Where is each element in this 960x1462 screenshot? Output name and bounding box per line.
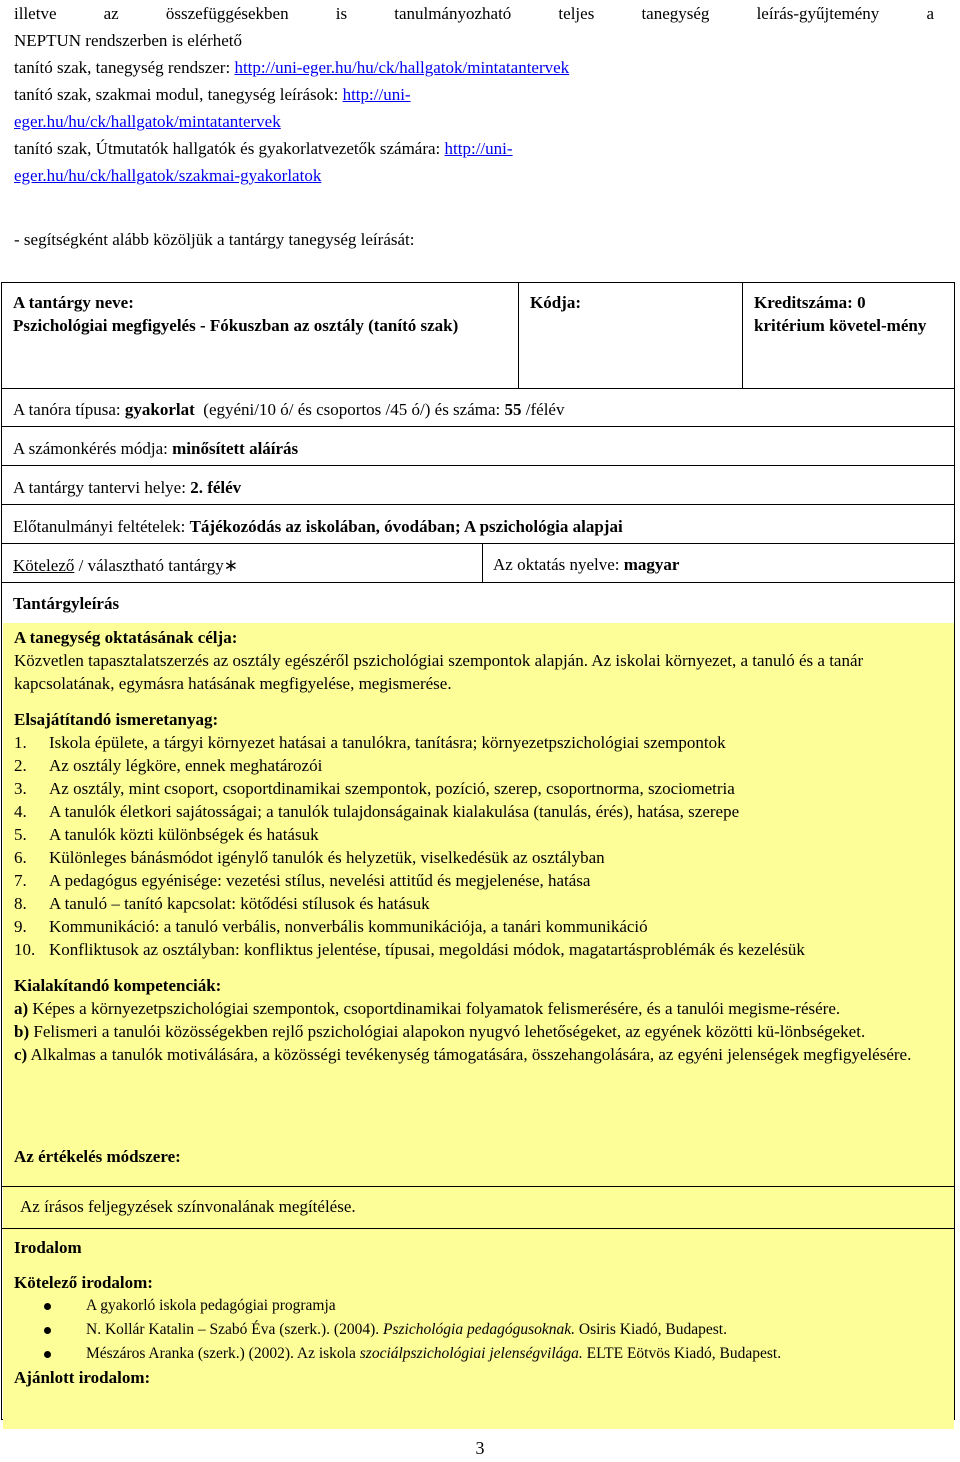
- help-text: - segítségként alább közöljük a tantárgy tanegység leírását:: [14, 230, 415, 249]
- course-name-cell: [2, 283, 519, 388]
- prereq-value: Tájékozódás az iskolában, óvodában; A pszichológia alapjai: [189, 517, 623, 536]
- competence-section: [14, 974, 932, 1066]
- literature-tail: ELTE Eötvös Kiadó, Budapest.: [582, 1345, 782, 1362]
- intro-line-6: [14, 135, 934, 162]
- aim-text: Közvetlen tapasztalatszerzés az osztály egészéről pszichológiai szempontok alapján. Az iskolai környezet, a tanuló és a tanár kapcsolatának, egymásra hatásának megfigyelése, megismerése.: [14, 651, 864, 693]
- literature-title: Irodalom: [14, 1238, 82, 1257]
- competence-b: [14, 1020, 932, 1043]
- lesson-type-detail: (egyéni/10 ó/ és csoportos /45 ó/) és száma:: [194, 400, 505, 419]
- competence-a-label: a): [14, 999, 29, 1018]
- lesson-type-label: A tanóra típusa:: [13, 400, 125, 419]
- link-modul-part1[interactable]: http://uni-: [342, 85, 411, 104]
- content-item: [14, 823, 944, 846]
- exam-label: A számonkérés módja:: [13, 439, 173, 458]
- aim-title: A tanegység oktatásának célja:: [14, 628, 238, 647]
- type-language-row: [2, 544, 954, 583]
- exam-row: [2, 427, 954, 466]
- content-item-number: 1.: [14, 733, 27, 752]
- language-value: magyar: [623, 555, 680, 574]
- content-item-number: 2.: [14, 756, 27, 775]
- intro-line-1: illetve az összefüggésekben is tanulmányozható teljes tanegység leírás-gyűjtemény a: [14, 4, 934, 23]
- evaluation-text: Az írásos feljegyzések színvonalának megítélése.: [20, 1197, 356, 1216]
- content-item-text: Az osztály, mint csoport, csoportdinamikai szempontok, pozíció, szerep, csoportnorma, szociometria: [49, 779, 735, 798]
- content-item: [14, 754, 944, 777]
- intro-label: tanító szak, szakmai modul, tanegység leírások:: [14, 85, 343, 104]
- prerequisite-row: [2, 505, 954, 544]
- intro-label: tanító szak, tanegység rendszer:: [14, 58, 235, 77]
- course-description-table: [1, 282, 955, 1420]
- place-label: A tantárgy tantervi helye:: [13, 478, 191, 497]
- literature-item: [14, 1342, 944, 1366]
- literature-plain: A gyakorló iskola pedagógiai programja: [86, 1297, 336, 1314]
- course-name-label: A tantárgy neve:: [13, 293, 134, 312]
- course-code-label: Kódja:: [530, 293, 581, 312]
- content-item-number: 9.: [14, 917, 27, 936]
- aim-section: [14, 626, 932, 695]
- intro-line-2: NEPTUN rendszerben is elérhető: [14, 31, 243, 50]
- competence-a: [14, 997, 932, 1020]
- literature-italic: szociálpszichológiai jelenségvilága.: [359, 1345, 583, 1362]
- lesson-type-value: gyakorlat: [124, 400, 195, 419]
- intro-line-5: [14, 108, 934, 135]
- language-label: Az oktatás nyelve:: [493, 555, 624, 574]
- link-gyakorlatok-part1[interactable]: http://uni-: [444, 139, 513, 158]
- bullet-icon: [44, 1351, 51, 1358]
- content-item-number: 5.: [14, 825, 27, 844]
- literature-item: [14, 1294, 944, 1318]
- page-number: 3: [475, 1438, 485, 1458]
- content-item: [14, 938, 944, 961]
- exam-value: minősített aláírás: [172, 439, 299, 458]
- link-gyakorlatok-part2[interactable]: eger.hu/hu/ck/hallgatok/szakmai-gyakorlatok: [14, 166, 322, 185]
- intro-line-4: [14, 81, 934, 108]
- content-item-number: 4.: [14, 802, 27, 821]
- content-item-number: 6.: [14, 848, 27, 867]
- language-cell: [493, 554, 679, 576]
- content-section: [14, 708, 944, 961]
- competence-c-text: Alkalmas a tanulók motiválására, a közösségi tevékenység támogatására, összehangolására, az egyéni jelenségek megfigyelésére.: [27, 1045, 912, 1064]
- bullet-icon: [44, 1303, 51, 1310]
- intro-line-3: [14, 54, 934, 81]
- course-name-value: Pszichológiai megfigyelés - Fókuszban az osztály (tanító szak): [13, 316, 459, 335]
- literature-item: [14, 1318, 944, 1342]
- content-item: [14, 915, 944, 938]
- required-label: Kötelező: [13, 556, 75, 575]
- competence-title: Kialakítandó kompetenciák:: [14, 976, 222, 995]
- intro-text: [14, 0, 934, 189]
- content-item-text: Az osztály légköre, ennek meghatározói: [49, 756, 323, 775]
- credit-label: Kreditszáma: 0: [754, 293, 866, 312]
- link-mintatantervek[interactable]: http://uni-eger.hu/hu/ck/hallgatok/mintatantervek: [234, 58, 570, 77]
- content-item-text: A pedagógus egyénisége: vezetési stílus, nevelési attitűd és megjelenése, hatása: [49, 871, 591, 890]
- place-value: 2. félév: [190, 478, 242, 497]
- content-item-number: 8.: [14, 894, 27, 913]
- content-item-number: 7.: [14, 871, 27, 890]
- cell-divider: [482, 544, 483, 582]
- literature-italic: Pszichológia pedagógusoknak.: [383, 1321, 576, 1338]
- literature-tail: Osiris Kiadó, Budapest.: [575, 1321, 727, 1338]
- course-code-cell: [519, 283, 743, 388]
- description-title: Tantárgyleírás: [13, 594, 120, 613]
- intro-label: tanító szak, Útmutatók hallgatók és gyakorlatvezetők számára:: [14, 139, 445, 158]
- content-item-text: A tanulók életkori sajátosságai; a tanulók tulajdonságainak kialakulása (tanulás, érés), hatása, szerepe: [49, 802, 740, 821]
- competence-b-label: b): [14, 1022, 30, 1041]
- table-header: [2, 283, 954, 389]
- content-item-text: Konfliktusok az osztályban: konfliktus jelentése, típusai, megoldási módok, magatartásproblémák és kezelésük: [49, 940, 805, 959]
- intro-line-7: [14, 162, 934, 189]
- evaluation-title: Az értékelés módszere:: [14, 1147, 181, 1166]
- content-item-number: 3.: [14, 779, 27, 798]
- literature-plain: N. Kollár Katalin – Szabó Éva (szerk.). (2004).: [86, 1321, 383, 1338]
- credit-cell: [743, 283, 954, 388]
- competence-c-label: c): [14, 1045, 28, 1064]
- content-item-text: Iskola épülete, a tárgyi környezet hatásai a tanulókra, tanításra; környezetpszichológiai szempontok: [49, 733, 726, 752]
- elective-label: / választható tantárgy: [74, 556, 224, 575]
- content-item: [14, 892, 944, 915]
- content-item-text: Különleges bánásmódot igénylő tanulók és helyzetük, viselkedésük az osztályban: [49, 848, 605, 867]
- content-item: [14, 731, 944, 754]
- evaluation-divider: [2, 1186, 954, 1187]
- literature-plain: Mészáros Aranka (szerk.) (2002). Az iskola: [86, 1345, 360, 1362]
- content-list: [14, 731, 944, 961]
- content-item: [14, 869, 944, 892]
- competence-b-text: Felismeri a tanulói közösségekben rejlő pszichológiai alapokon nyugvó lehetőségeket, az egyének közötti kü-lönbségeket.: [29, 1022, 866, 1041]
- link-modul-part2[interactable]: eger.hu/hu/ck/hallgatok/mintatantervek: [14, 112, 281, 131]
- required-literature-title: Kötelező irodalom:: [14, 1273, 153, 1292]
- competence-c: [14, 1043, 932, 1066]
- content-item: [14, 846, 944, 869]
- asterisk-mark: ∗: [223, 556, 238, 575]
- credit-note: kritérium követel-mény: [754, 316, 927, 335]
- curriculum-place-row: [2, 466, 954, 505]
- recommended-literature-title: Ajánlott irodalom:: [14, 1368, 151, 1387]
- content-item: [14, 800, 944, 823]
- content-item: [14, 777, 944, 800]
- competence-a-text: Képes a környezetpszichológiai szempontok, csoportdinamikai folyamatok felismerésére, és a tanulói megisme-résére.: [28, 999, 841, 1018]
- literature-divider: [2, 1228, 954, 1229]
- content-item-text: A tanulók közti különbségek és hatásuk: [49, 825, 319, 844]
- content-item-text: Kommunikáció: a tanuló verbális, nonverbális kommunikációja, a tanári kommunikáció: [49, 917, 648, 936]
- content-title: Elsajátítandó ismeretanyag:: [14, 710, 219, 729]
- lesson-unit: /félév: [521, 400, 565, 419]
- literature-section: [14, 1271, 944, 1389]
- literature-list: [14, 1294, 944, 1366]
- content-item-text: A tanuló – tanító kapcsolat: kötődési stílusok és hatásuk: [49, 894, 430, 913]
- lesson-type-row: [2, 388, 954, 427]
- prereq-label: Előtanulmányi feltételek:: [13, 517, 190, 536]
- bullet-icon: [44, 1327, 51, 1334]
- lesson-count: 55: [504, 400, 522, 419]
- content-item-number: 10.: [14, 940, 36, 959]
